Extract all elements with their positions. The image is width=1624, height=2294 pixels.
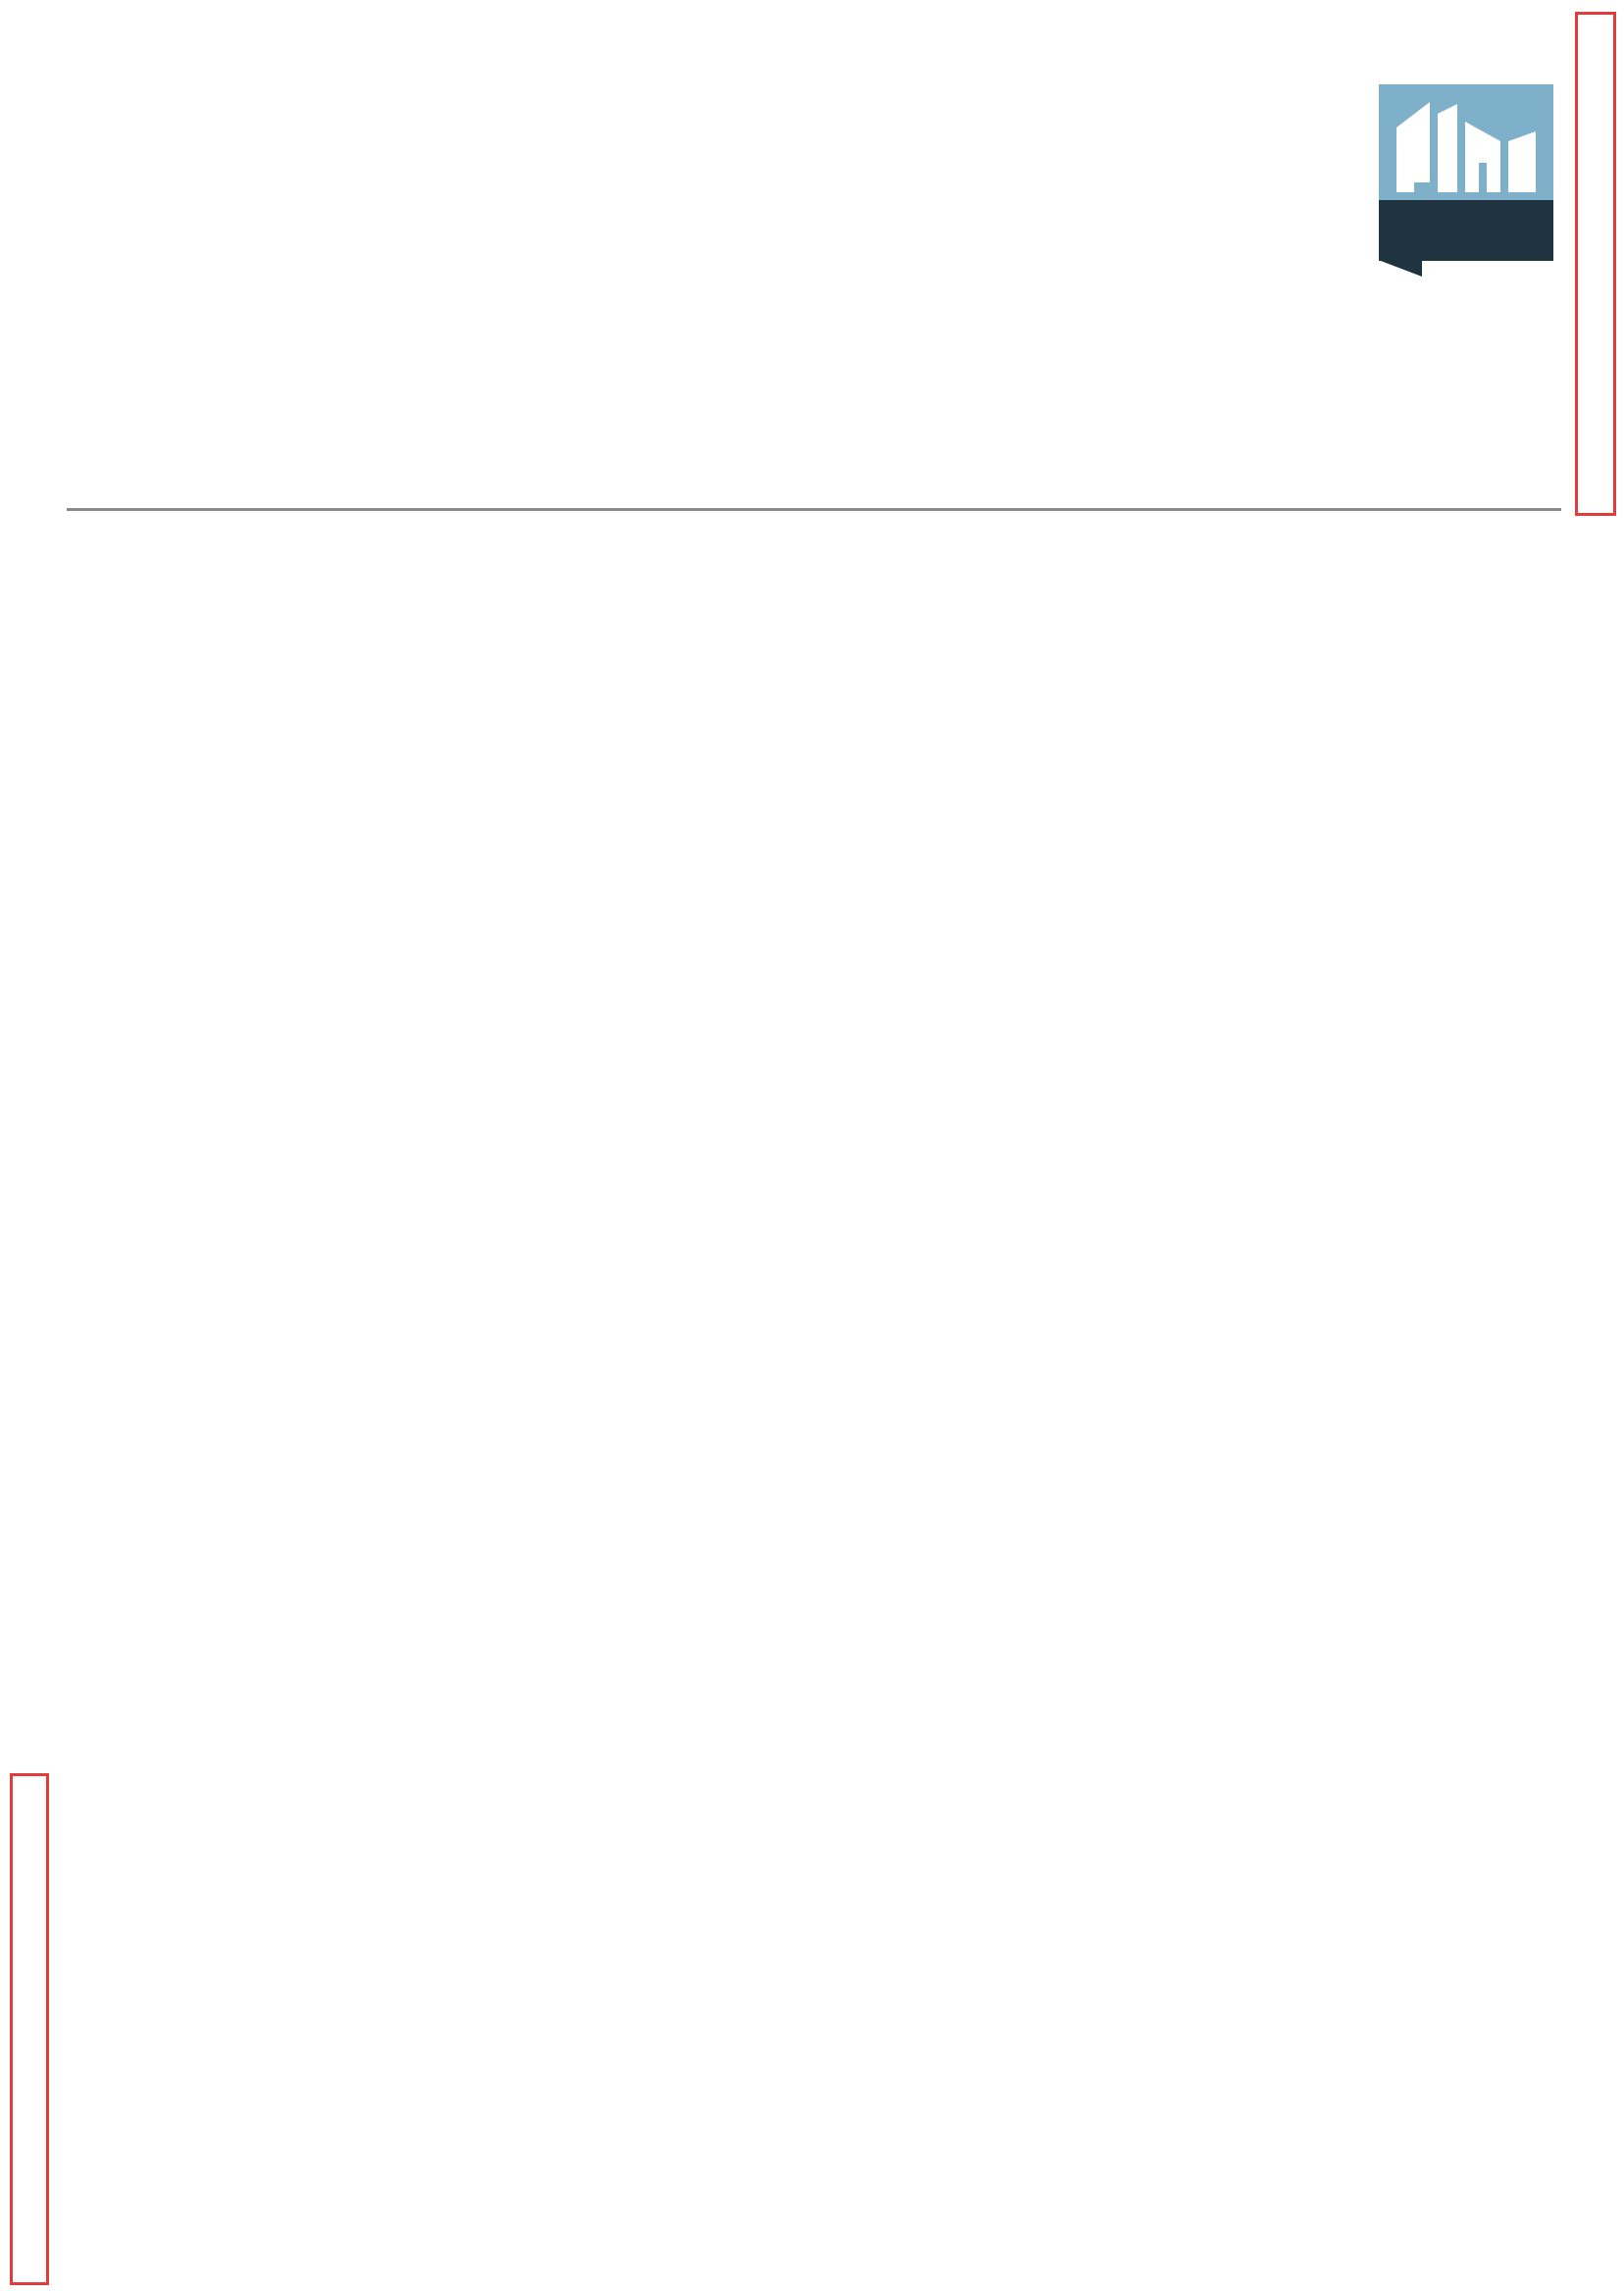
dibk-logo	[1379, 84, 1553, 279]
timestamp-stamp-top	[1575, 12, 1616, 516]
dibk-logo-icon	[1379, 84, 1553, 279]
heading-divider	[67, 508, 1561, 511]
timestamp-stamp-left	[10, 1773, 49, 2285]
